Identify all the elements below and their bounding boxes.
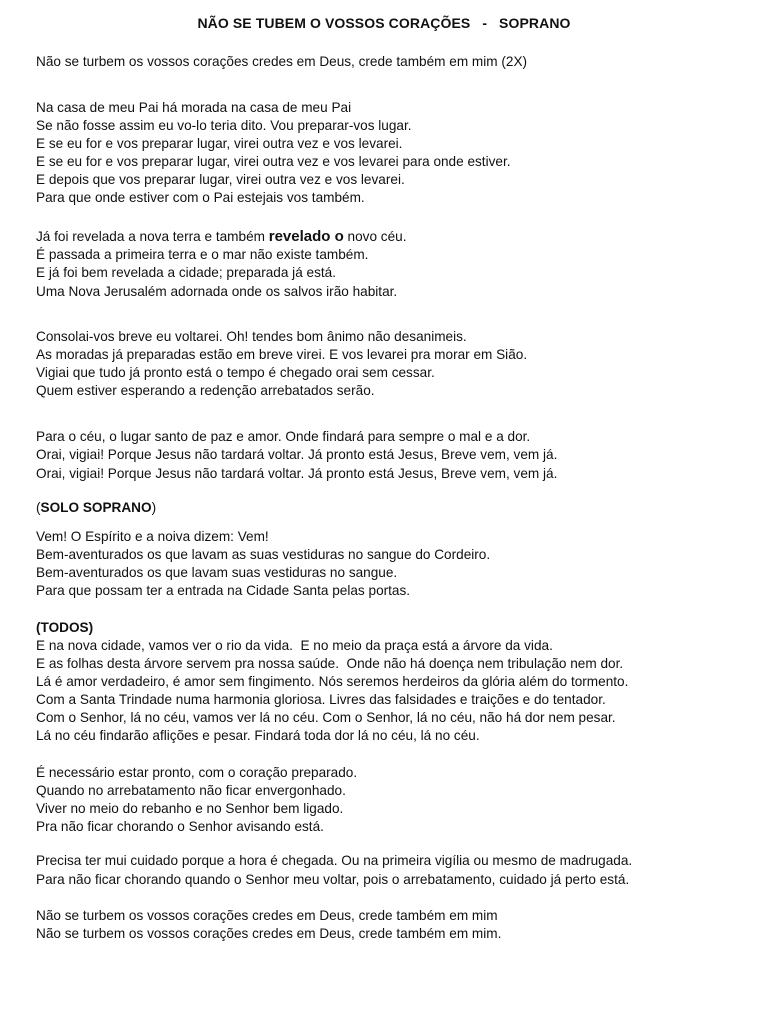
solo-heading-close: ): [151, 500, 157, 515]
solo-heading-open: (: [36, 500, 41, 515]
solo-line: Bem-aventurados os que lavam as suas vestiduras no sangue do Cordeiro.: [36, 547, 491, 562]
todos-line: E na nova cidade, vamos ver o rio da vida. E no meio da praça está a árvore da vida.: [36, 638, 553, 653]
todos-heading: (TODOS): [36, 620, 94, 635]
closing-line: Não se turbem os vossos corações credes em Deus, crede também em mim: [36, 908, 498, 923]
solo-heading: [36, 499, 156, 517]
stanza5-line: Quando no arrebatamento não ficar envergonhado.: [36, 783, 346, 798]
stanza1-line: E se eu for e vos preparar lugar, virei outra vez e vos levarei para onde estiver.: [36, 154, 511, 169]
stanza3-line: Consolai-vos breve eu voltarei. Oh! tendes bom ânimo não desanimeis.: [36, 329, 467, 344]
stanza1-line: Na casa de meu Pai há morada na casa de meu Pai: [36, 100, 352, 115]
stanza5-line: Pra não ficar chorando o Senhor avisando está.: [36, 819, 324, 834]
stanza2-line: E já foi bem revelada a cidade; preparada já está.: [36, 265, 337, 280]
stanza4-line: Para o céu, o lugar santo de paz e amor. Onde findará para sempre o mal e a dor.: [36, 429, 531, 444]
stanza5-line: É necessário estar pronto, com o coração preparado.: [36, 765, 358, 780]
stanza2-text: Já foi revelada a nova terra e também: [36, 229, 269, 244]
stanza2-first-line: [36, 228, 407, 246]
stanza4-line: Orai, vigiai! Porque Jesus não tardará voltar. Já pronto está Jesus, Breve vem, vem já.: [36, 447, 558, 462]
page-title: NÃO SE TUBEM O VOSSOS CORAÇÕES - SOPRANO: [197, 15, 571, 31]
stanza3-line: As moradas já preparadas estão em breve virei. E vos levarei pra morar em Sião.: [36, 347, 528, 362]
solo-heading-label: SOLO SOPRANO: [40, 500, 152, 515]
todos-line: E as folhas desta árvore servem pra nossa saúde. Onde não há doença nem tribulação nem dor.: [36, 656, 624, 671]
stanza1-line: E depois que vos preparar lugar, virei outra vez e vos levarei.: [36, 172, 405, 187]
todos-line: Com a Santa Trindade numa harmonia gloriosa. Livres das falsidades e traições e do tentador.: [36, 692, 606, 707]
stanza2-line: Uma Nova Jerusalém adornada onde os salvos irão habitar.: [36, 284, 398, 299]
stanza6-line: Precisa ter mui cuidado porque a hora é chegada. Ou na primeira vigília ou mesmo de madrugada.: [36, 853, 633, 868]
stanza2-text: novo céu.: [343, 229, 407, 244]
stanza1-line: Para que onde estiver com o Pai estejais vos também.: [36, 190, 365, 205]
stanza4-line: Orai, vigiai! Porque Jesus não tardará voltar. Já pronto está Jesus, Breve vem, vem já.: [36, 466, 558, 481]
stanza2-line: É passada a primeira terra e o mar não existe também.: [36, 247, 369, 262]
stanza1-line: Se não fosse assim eu vo-lo teria dito. Vou preparar-vos lugar.: [36, 118, 412, 133]
solo-line: Para que possam ter a entrada na Cidade Santa pelas portas.: [36, 583, 411, 598]
todos-line: Lá no céu findarão aflições e pesar. Findará toda dor lá no céu, lá no céu.: [36, 728, 480, 743]
solo-line: Vem! O Espírito e a noiva dizem: Vem!: [36, 529, 269, 544]
stanza2-bold-text: revelado o: [268, 228, 344, 245]
closing-line: Não se turbem os vossos corações credes em Deus, crede também em mim.: [36, 926, 502, 941]
stanza1-line: E se eu for e vos preparar lugar, virei outra vez e vos levarei.: [36, 136, 403, 151]
todos-line: Com o Senhor, lá no céu, vamos ver lá no céu. Com o Senhor, lá no céu, não há dor nem pesar.: [36, 710, 616, 725]
stanza3-line: Vigiai que tudo já pronto está o tempo é chegado orai sem cessar.: [36, 365, 435, 380]
stanza6-line: Para não ficar chorando quando o Senhor meu voltar, pois o arrebatamento, cuidado já perto está.: [36, 872, 630, 887]
intro-line: Não se turbem os vossos corações credes em Deus, crede também em mim (2X): [36, 54, 528, 69]
stanza5-line: Viver no meio do rebanho e no Senhor bem ligado.: [36, 801, 344, 816]
solo-line: Bem-aventurados os que lavam suas vestiduras no sangue.: [36, 565, 398, 580]
stanza3-line: Quem estiver esperando a redenção arrebatados serão.: [36, 383, 375, 398]
todos-line: Lá é amor verdadeiro, é amor sem fingimento. Nós seremos herdeiros da glória além do tormento.: [36, 674, 629, 689]
